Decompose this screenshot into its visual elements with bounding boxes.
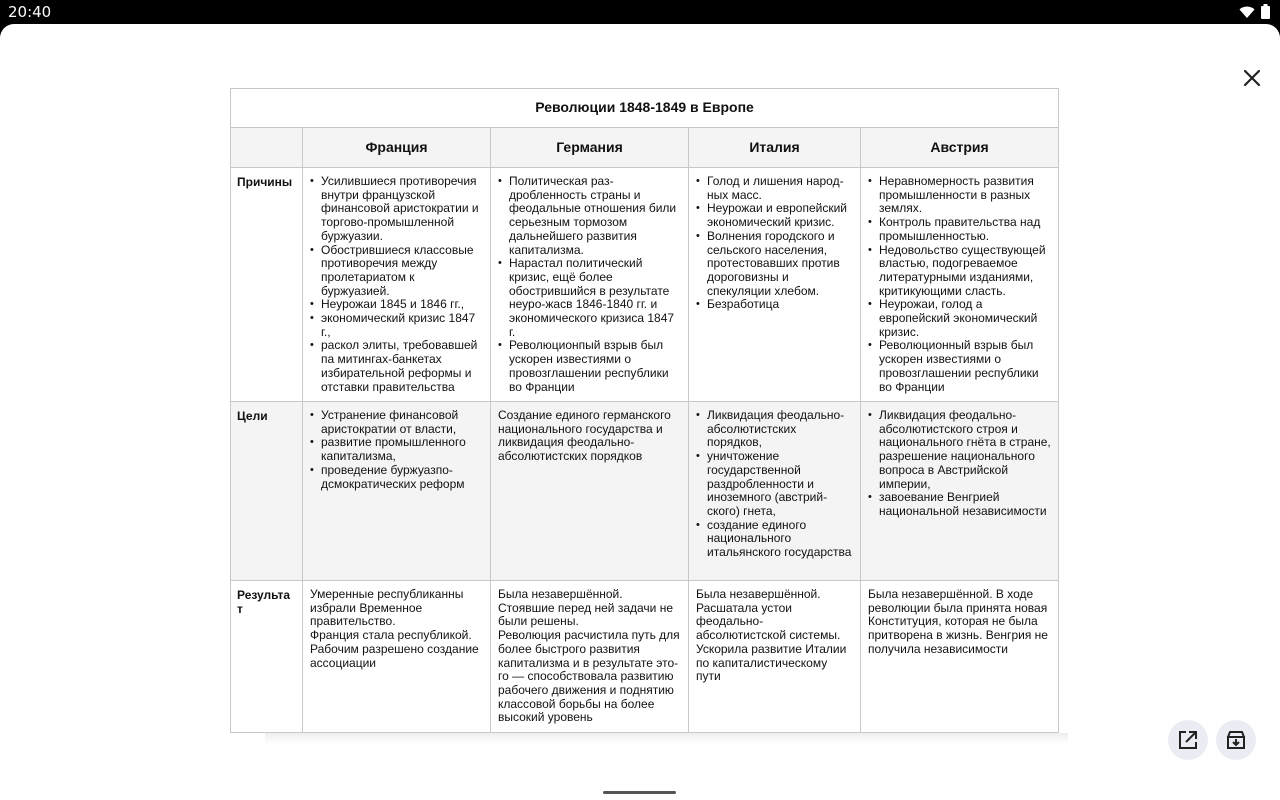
- cell-goals-germany: Создание единого германского национального государства и ликвидация феодально- абсолютистских порядков: [491, 402, 689, 581]
- list-item: • уничтожение государственной раздробленности и иноземного (австрий- ского) гнета,: [696, 450, 854, 519]
- row-causes: [231, 168, 1059, 402]
- list-item: • Контроль правительства над промышленностью.: [868, 216, 1052, 243]
- list-item: • Ликвидация феодально- абсолютистских порядков,: [696, 409, 854, 450]
- image-edge: [265, 733, 1068, 744]
- list-item: • Волнения городского и сельского населения, протестовавших против дороговизны и спекуляции хлебом.: [696, 230, 854, 299]
- list-item: • раскол элиты, требовавшей па митингах-банкетах избирательной реформы и отставки правительства: [310, 339, 484, 394]
- header-germany: Германия: [491, 128, 689, 168]
- list-item: • Обострившиеся классовые противоречия между пролетариатом к буржуазией.: [310, 244, 484, 299]
- cell-result-germany: Была незавершённой. Стоявшие перед ней задачи не были решены. Революция расчистила путь для более быстрого развития капитализма и в результате это-го — способствовала развитию рабочего движения и поднятию классовой борьбы на более высокий уровень: [491, 581, 689, 733]
- save-button[interactable]: [1216, 720, 1256, 760]
- cell-causes-italy: [689, 168, 861, 402]
- list-item: • Устранение финансовой аристократии от власти,: [310, 409, 484, 436]
- cell-result-austria: Была незавершённой. В ходе революции была принята новая Конституция, которая не была притворена в жизнь. Венгрия не получила независимости: [861, 581, 1059, 733]
- cell-goals-france: [303, 402, 491, 581]
- list-item: • завоевание Венгрией национальной независимости: [868, 491, 1052, 518]
- open-external-button[interactable]: [1168, 720, 1208, 760]
- cell-goals-italy: [689, 402, 861, 581]
- header-row: [231, 128, 1059, 168]
- row-result: [231, 581, 1059, 733]
- cell-result-france: Умеренные республиканны избрали Временное правительство. Франция стала республикой. Рабочим разрешено создание ассоциации: [303, 581, 491, 733]
- row-label: Результа т: [231, 581, 303, 733]
- row-label: Причины: [231, 168, 303, 402]
- header-italy: Италия: [689, 128, 861, 168]
- list-item: • Революционпый взрыв был ускорен известиями о провозглашении республики во Франции: [498, 339, 682, 394]
- header-austria: Австрия: [861, 128, 1059, 168]
- cell-causes-germany: [491, 168, 689, 402]
- row-goals: [231, 402, 1059, 581]
- cell-result-italy: Была незавершённой. Расшатала устои феодально- абсолютистской системы. Ускорила развитие Италии по капиталистическому пути: [689, 581, 861, 733]
- home-handle[interactable]: [603, 791, 676, 794]
- list-item: • Голод и лишения народ- ных масс.: [696, 175, 854, 202]
- list-item: • Неурожаи 1845 и 1846 гг.,: [310, 298, 484, 312]
- list-item: • Безработица: [696, 298, 854, 312]
- wifi-icon: [1239, 5, 1255, 19]
- list-item: • Нарастал политический кризис, ещё более обострившийся в результате неуро-жасв 1846-1840 гг. и экономического кризиса 1847 г.: [498, 257, 682, 339]
- list-item: • Революционный взрыв был ускорен известиями о провозглашении республики во Франции: [868, 339, 1052, 394]
- list-item: • Усилившиеся противоречия внутри французской финансовой аристократии и торгово-промышленной буржуазии.: [310, 175, 484, 244]
- list-item: • создание единого национального итальянского государства: [696, 519, 854, 560]
- document-image: [230, 88, 1058, 733]
- revolutions-table: [230, 88, 1059, 733]
- header-france: Франция: [303, 128, 491, 168]
- list-item: • Неравномерность развития промышленности в разных землях.: [868, 175, 1052, 216]
- list-item: • Ликвидация феодально- абсолютистского строя и национального гнёта в стране, разрешение национального вопроса в Австрийской империи,: [868, 409, 1052, 491]
- cell-causes-austria: [861, 168, 1059, 402]
- battery-icon: [1261, 4, 1270, 19]
- list-item: • Политическая раз- дробленность страны и феодальные отношения били серьезным тормозом дальнейшего развития капитализма.: [498, 175, 682, 257]
- open-external-icon: [1177, 729, 1199, 751]
- status-icons: [1239, 4, 1270, 19]
- cell-goals-austria: [861, 402, 1059, 581]
- close-icon[interactable]: [1238, 64, 1266, 92]
- save-icon: [1225, 729, 1247, 751]
- list-item: • Неурожаи, голод а европейский экономический кризис.: [868, 298, 1052, 339]
- status-time: 20:40: [8, 3, 52, 21]
- list-item: • развитие промышленного капитализма,: [310, 436, 484, 463]
- header-empty: [231, 128, 303, 168]
- list-item: • Неурожаи и европейский экономический кризис.: [696, 202, 854, 229]
- list-item: • экономический кризис 1847 г.,: [310, 312, 484, 339]
- table-title: Революции 1848-1849 в Европе: [231, 89, 1059, 128]
- cell-causes-france: [303, 168, 491, 402]
- list-item: • проведение буржуазпо- дсмократических реформ: [310, 464, 484, 491]
- row-label: Цели: [231, 402, 303, 581]
- status-bar: [0, 0, 1280, 24]
- list-item: • Недовольство существующей властью, подогреваемое литературными изданиями, критикующими сласть.: [868, 244, 1052, 299]
